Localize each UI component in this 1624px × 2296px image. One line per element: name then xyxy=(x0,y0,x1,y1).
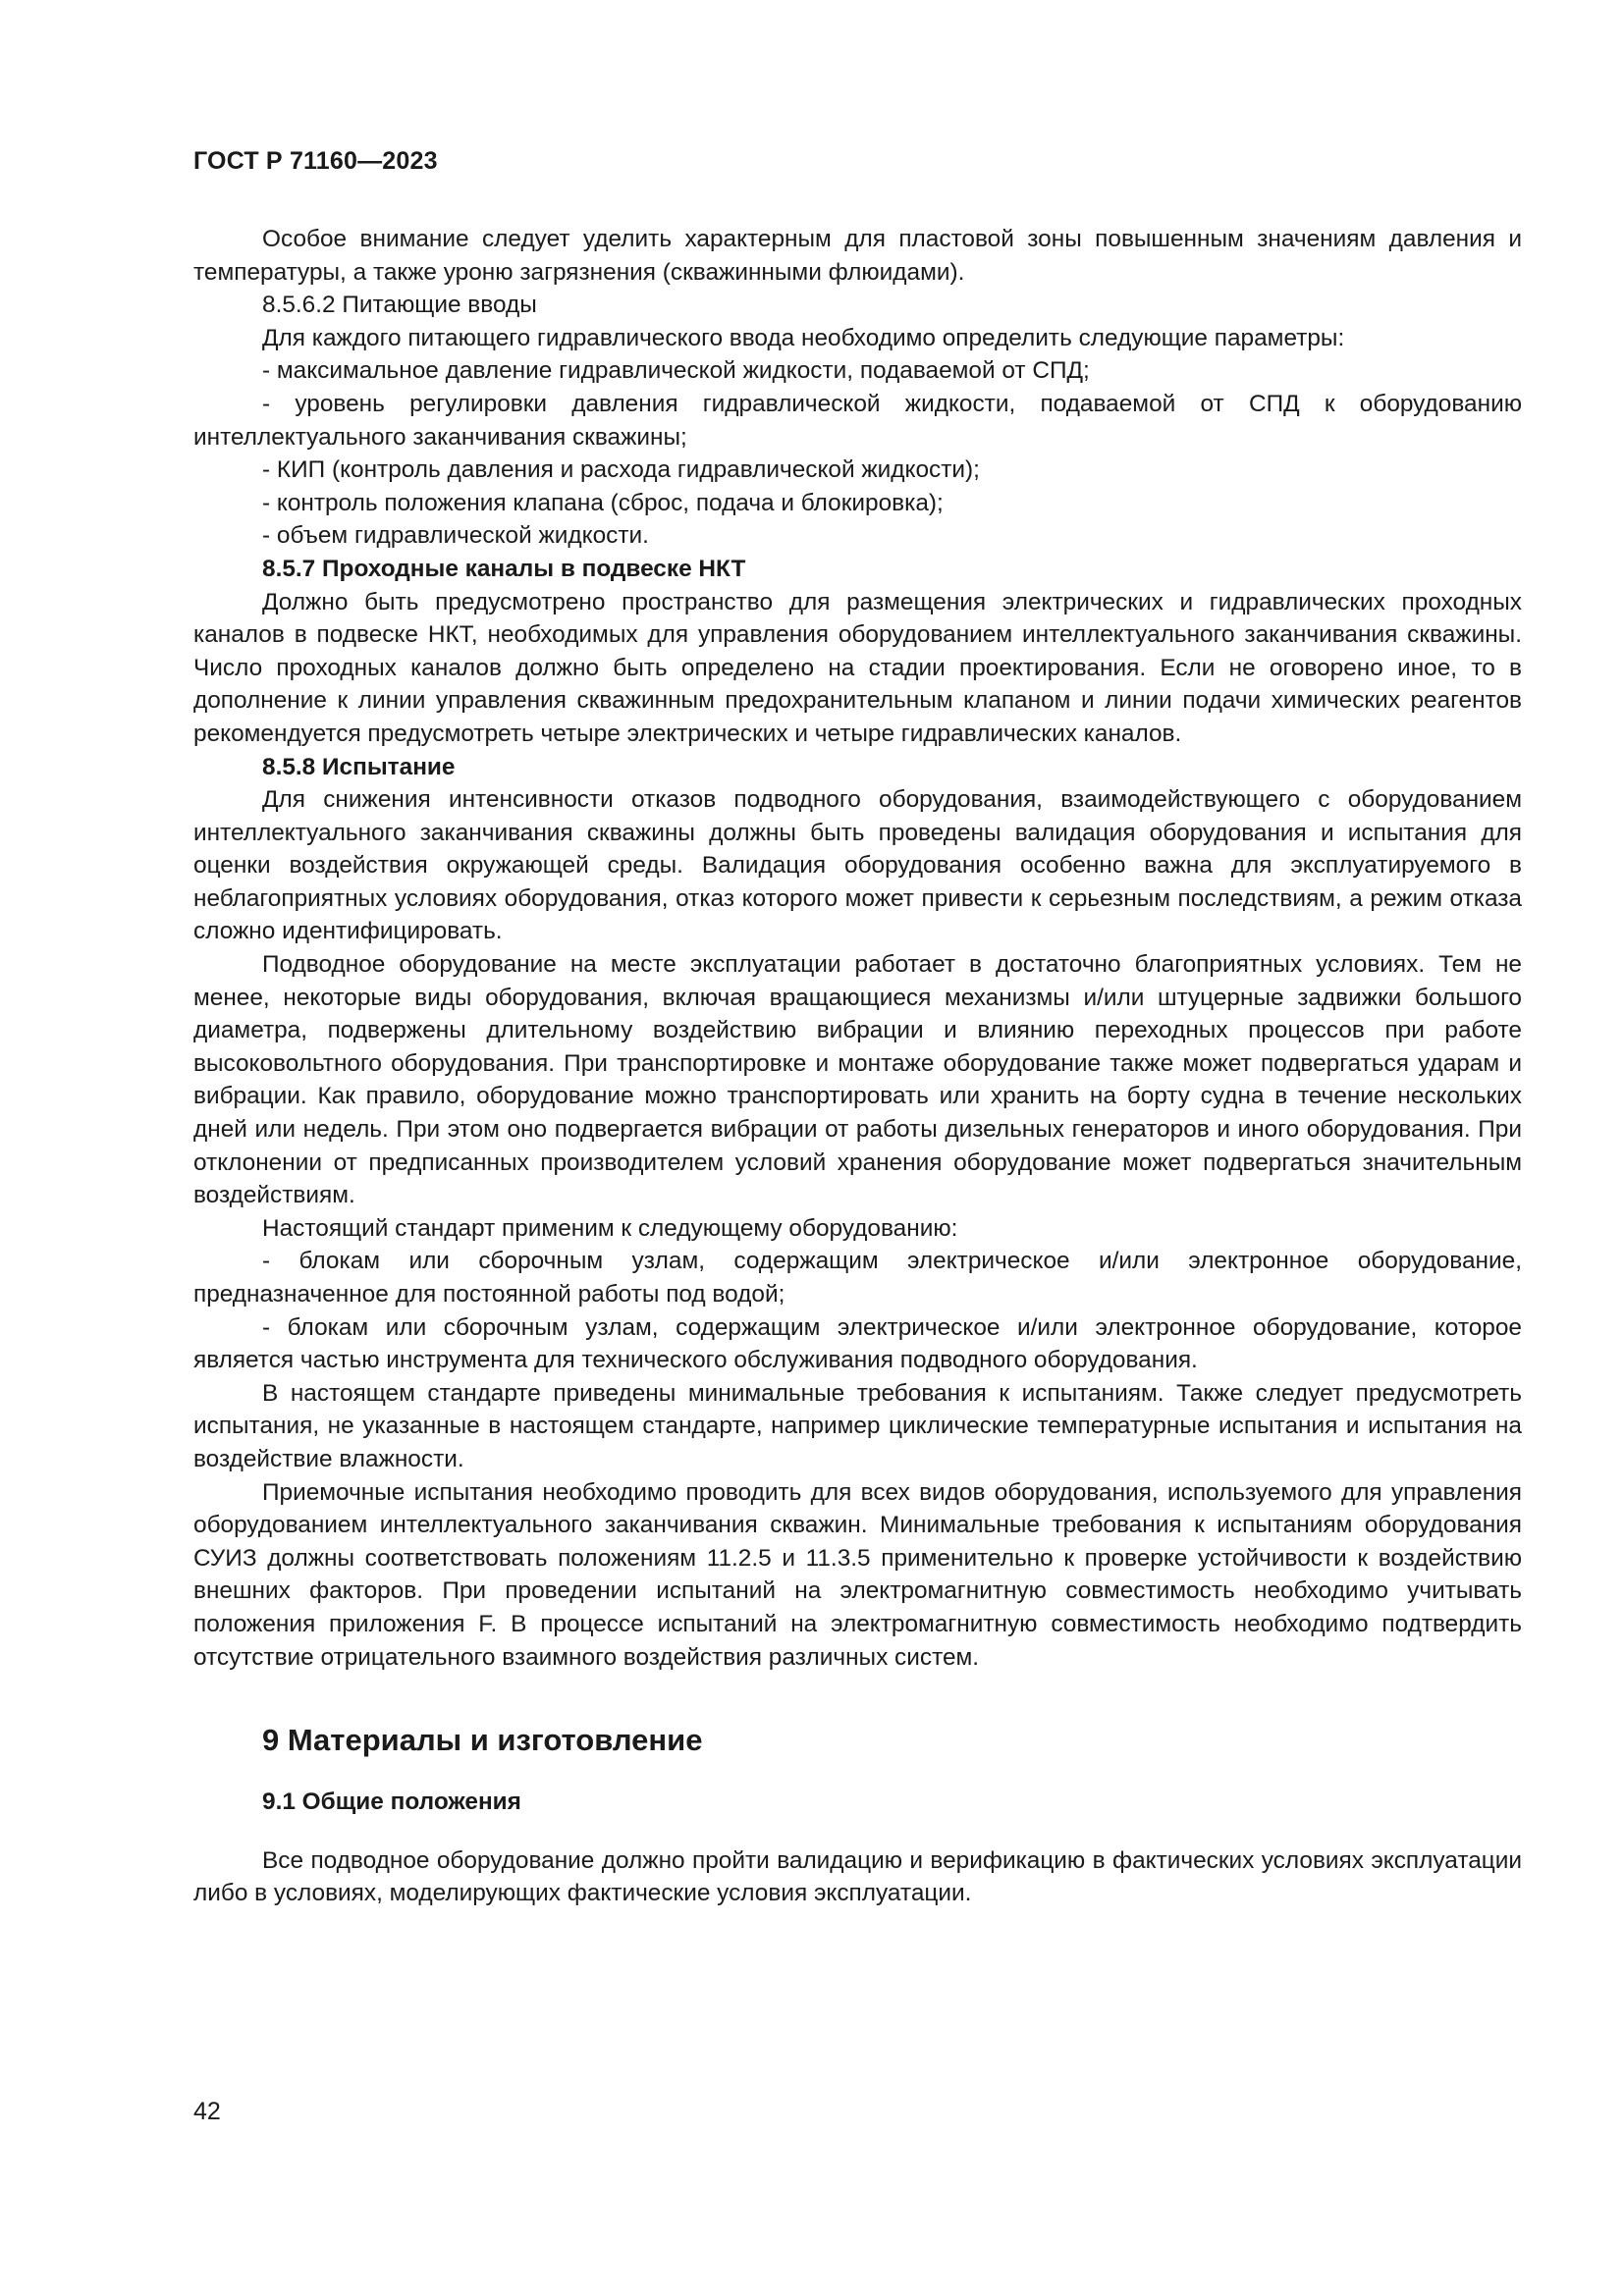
list-item: - объем гидравлической жидкости. xyxy=(262,522,649,550)
paragraph: Подводное оборудование на месте эксплуатации работает в достаточно благоприятных условиях. Тем не менее, некоторые виды оборудования, включая вращающиеся механизмы и/или штуцерные задвижки большого диаметра, подвержены длительному воздействию вибрации и влиянию переходных процессов при работе высоковольтного оборудования. При транспортировке и монтаже оборудование также может подвергаться ударам и вибрации. Как правило, оборудование можно транспортировать или хранить на борту судна в течение нескольких дней или недель. При этом оно подвергается вибрации от работы дизельных генераторов и иного оборудования. При отклонении от предписанных производителем условий хранения оборудование может подвергаться значительным воздействиям. xyxy=(193,951,1522,1209)
paragraph: Настоящий стандарт применим к следующему оборудованию: xyxy=(262,1214,958,1242)
list-item: - блокам или сборочным узлам, содержащим электрическое и/или электронное оборудование, предназначенное для постоянной работы под водой; xyxy=(193,1248,1522,1308)
list-item: - уровень регулировки давления гидравлической жидкости, подаваемой от СПД к оборудованию интеллектуального заканчивания скважины; xyxy=(193,390,1522,451)
list-item: - блокам или сборочным узлам, содержащим электрическое и/или электронное оборудование, которое является частью инструмента для технического обслуживания подводного оборудования. xyxy=(193,1313,1522,1374)
clause-heading: 8.5.7 Проходные каналы в подвеске НКТ xyxy=(262,555,746,582)
document-body xyxy=(193,223,1522,1910)
paragraph: Должно быть предусмотрено пространство для размещения электрических и гидравлических проходных каналов в подвеске НКТ, необходимых для управления оборудованием интеллектуального заканчивания скважины. Число проходных каналов должно быть определено на стадии проектирования. Если не оговорено иное, то в дополнение к линии управления скважинным предохранительным клапаном и линии подачи химических реагентов рекомендуется предусмотреть четыре электрических и четыре гидравлических каналов. xyxy=(193,588,1522,747)
page-number: 42 xyxy=(193,2098,221,2125)
paragraph: Для каждого питающего гидравлического ввода необходимо определить следующие параметры: xyxy=(262,324,1345,351)
paragraph: Для снижения интенсивности отказов подводного оборудования, взаимодействующего с оборудованием интеллектуального заканчивания скважины должны быть проведены валидация оборудования и испытания для оценки воздействия окружающей среды. Валидация оборудования особенно важна для эксплуатируемого в неблагоприятных условиях оборудования, отказ которого может привести к серьезным последствиям, а режим отказа сложно идентифицировать. xyxy=(193,786,1522,945)
document-header: ГОСТ Р 71160—2023 xyxy=(193,147,438,175)
paragraph: Особое внимание следует уделить характерным для пластовой зоны повышенным значениям давления и температуры, а также уроню загрязнения (скважинными флюидами). xyxy=(193,226,1522,286)
paragraph: В настоящем стандарте приведены минимальные требования к испытаниям. Также следует предусмотреть испытания, не указанные в настоящем стандарте, например циклические температурные испытания и испытания на воздействие влажности. xyxy=(193,1379,1522,1472)
clause-number: 8.5.6.2 Питающие вводы xyxy=(262,292,537,319)
paragraph: Приемочные испытания необходимо проводить для всех видов оборудования, используемого для управления оборудованием интеллектуального заканчивания скважин. Минимальные требования к испытаниям оборудования СУИЗ должны соответствовать положениям 11.2.5 и 11.3.5 применительно к проверке устойчивости к воздействию внешних факторов. При проведении испытаний на электромагнитную совместимость необходимо учитывать положения приложения F. В процессе испытаний на электромагнитную совместимость необходимо подтвердить отсутствие отрицательного взаимного воздействия различных систем. xyxy=(193,1478,1522,1671)
list-item: - контроль положения клапана (сброс, подача и блокировка); xyxy=(262,489,944,516)
subsection-heading: 9.1 Общие положения xyxy=(262,1789,521,1816)
section-heading: 9 Материалы и изготовление xyxy=(262,1723,703,1758)
clause-heading: 8.5.8 Испытание xyxy=(262,753,456,780)
list-item: - КИП (контроль давления и расхода гидравлической жидкости); xyxy=(262,456,980,484)
paragraph: Все подводное оборудование должно пройти валидацию и верификацию в фактических условиях эксплуатации либо в условиях, моделирующих фактические условия эксплуатации. xyxy=(193,1846,1522,1907)
list-item: - максимальное давление гидравлической жидкости, подаваемой от СПД; xyxy=(262,357,1090,385)
